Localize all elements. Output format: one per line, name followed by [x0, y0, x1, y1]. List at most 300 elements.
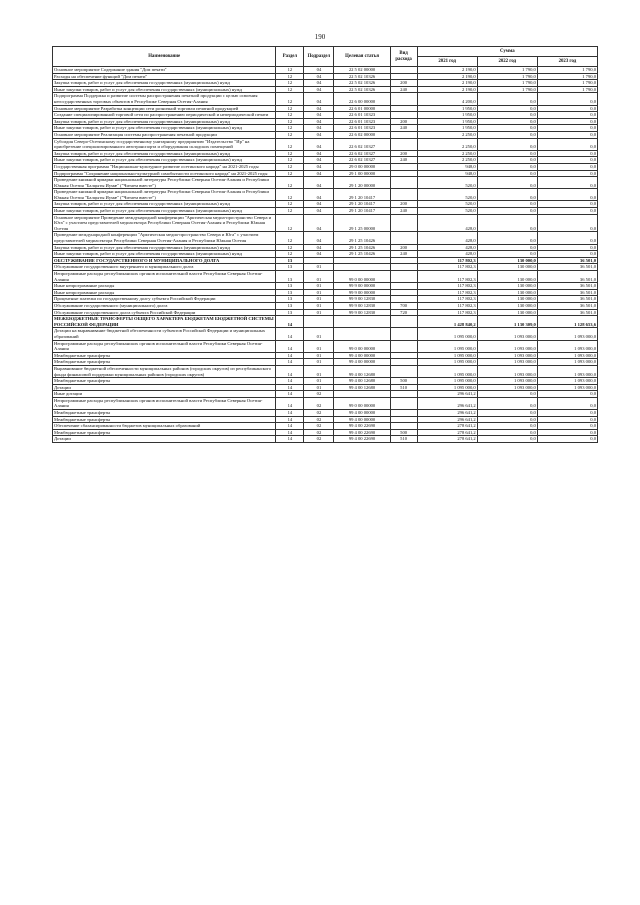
row-sum-2022: 0,0 — [477, 208, 537, 215]
row-sum-2023: 36 501,0 — [537, 302, 597, 309]
row-target-article: 99 4 00 00000 — [334, 359, 390, 366]
header-name: Наименование — [53, 47, 276, 67]
table-row — [53, 214, 598, 232]
row-razdel: 13 — [276, 264, 304, 271]
row-razdel: 12 — [276, 244, 304, 251]
row-sum-2023: 36 501,0 — [537, 271, 597, 283]
row-expense-type: 200 — [390, 150, 417, 157]
table-row — [53, 251, 598, 258]
row-sum-2021: 1 095 000,0 — [417, 384, 477, 391]
row-sum-2022: 1 093 000,0 — [477, 384, 537, 391]
row-name: Межбюджетные трансферты — [53, 352, 276, 359]
row-sum-2023: 36 501,0 — [537, 289, 597, 296]
row-sum-2022: 1 093 000,0 — [477, 365, 537, 377]
row-sum-2023: 1 093 000,0 — [537, 340, 597, 352]
row-razdel: 14 — [276, 423, 304, 430]
row-sum-2023: 1 093 000,0 — [537, 378, 597, 385]
row-expense-type — [390, 397, 417, 409]
row-name: Иные закупки товаров, работ и услуг для обеспечения государственных (муниципальных) нужд — [53, 208, 276, 215]
row-sum-2021: 117 802,3 — [417, 289, 477, 296]
row-sum-2021: 296 641,2 — [417, 391, 477, 398]
row-podrazdel — [304, 257, 334, 264]
row-target-article: 99 4 00 12680 — [334, 378, 390, 385]
row-target-article: 99 0 00 00000 — [334, 271, 390, 283]
row-podrazdel: 04 — [304, 105, 334, 112]
row-razdel: 14 — [276, 436, 304, 443]
table-row — [53, 125, 598, 132]
table-row — [53, 289, 598, 296]
table-row — [53, 283, 598, 290]
row-target-article: 22 5 02 10326 — [334, 73, 390, 80]
row-target-article: 99 0 00 00000 — [334, 397, 390, 409]
row-expense-type — [390, 67, 417, 74]
row-podrazdel: 01 — [304, 365, 334, 377]
row-podrazdel: 04 — [304, 112, 334, 119]
row-razdel: 12 — [276, 131, 304, 138]
row-sum-2022: 0,0 — [477, 150, 537, 157]
table-row — [53, 73, 598, 80]
row-sum-2023: 36 501,0 — [537, 264, 597, 271]
row-name: ОБСЛУЖИВАНИЕ ГОСУДАРСТВЕННОГО И МУНИЦИПАЛЬНОГО ДОЛГА — [53, 257, 276, 264]
row-sum-2022: 1 093 000,0 — [477, 378, 537, 385]
row-expense-type — [390, 257, 417, 264]
row-sum-2023: 0,0 — [537, 93, 597, 105]
table-row — [53, 391, 598, 398]
row-sum-2022: 0,0 — [477, 391, 537, 398]
row-razdel: 14 — [276, 340, 304, 352]
row-sum-2021: 4 200,0 — [417, 93, 477, 105]
row-podrazdel: 04 — [304, 131, 334, 138]
row-expense-type: 500 — [390, 378, 417, 385]
row-sum-2022: 0,0 — [477, 131, 537, 138]
row-expense-type — [390, 138, 417, 150]
row-expense-type — [390, 423, 417, 430]
row-target-article: 22 6 01 10323 — [334, 125, 390, 132]
row-name: Проведение книжной ярмарки национальной литературы Республики Северная Осетия-Алания и Республики Южная Осетия "Балцыты Иумæ" ("Читаем вместе") — [53, 177, 276, 189]
row-name: Межбюджетные трансферты — [53, 429, 276, 436]
row-sum-2023: 0,0 — [537, 410, 597, 417]
row-name: Основное мероприятие Разработка концепции сети розничной торговли печатной продукцией — [53, 105, 276, 112]
row-sum-2022: 130 000,0 — [477, 302, 537, 309]
row-podrazdel: 01 — [304, 289, 334, 296]
table-row — [53, 86, 598, 93]
row-sum-2021: 2 190,0 — [417, 86, 477, 93]
row-sum-2023: 0,0 — [537, 163, 597, 170]
row-sum-2021: 520,0 — [417, 189, 477, 201]
row-expense-type — [390, 340, 417, 352]
row-expense-type: 510 — [390, 436, 417, 443]
row-podrazdel: 01 — [304, 328, 334, 340]
row-razdel: 12 — [276, 150, 304, 157]
table-row — [53, 436, 598, 443]
table-row — [53, 244, 598, 251]
row-sum-2021: 278 641,2 — [417, 423, 477, 430]
row-sum-2023: 0,0 — [537, 232, 597, 244]
row-expense-type — [390, 264, 417, 271]
row-sum-2021: 1 095 000,0 — [417, 359, 477, 366]
row-target-article: 22 6 02 00000 — [334, 131, 390, 138]
row-sum-2022: 0,0 — [477, 157, 537, 164]
row-target-article: 99 4 00 12680 — [334, 365, 390, 377]
row-sum-2021: 520,0 — [417, 201, 477, 208]
table-row — [53, 163, 598, 170]
row-sum-2023: 0,0 — [537, 208, 597, 215]
table-row — [53, 264, 598, 271]
row-sum-2021: 117 802,3 — [417, 271, 477, 283]
row-target-article: 99 4 00 22690 — [334, 429, 390, 436]
row-razdel: 12 — [276, 105, 304, 112]
row-podrazdel: 02 — [304, 436, 334, 443]
row-sum-2022: 1 130 309,0 — [477, 316, 537, 328]
row-sum-2022: 0,0 — [477, 93, 537, 105]
row-podrazdel: 01 — [304, 340, 334, 352]
row-name: Иные закупки товаров, работ и услуг для обеспечения государственных (муниципальных) нужд — [53, 157, 276, 164]
table-row — [53, 378, 598, 385]
row-sum-2023: 1 790,0 — [537, 80, 597, 87]
row-sum-2022: 130 000,0 — [477, 289, 537, 296]
row-sum-2023: 0,0 — [537, 423, 597, 430]
row-sum-2021: 117 802,3 — [417, 302, 477, 309]
row-sum-2023: 36 501,0 — [537, 309, 597, 316]
row-sum-2023: 36 501,0 — [537, 257, 597, 264]
table-row — [53, 138, 598, 150]
row-sum-2023: 1 790,0 — [537, 86, 597, 93]
header-year-2022: 2022 год — [477, 57, 537, 67]
row-podrazdel: 01 — [304, 352, 334, 359]
row-expense-type: 240 — [390, 251, 417, 258]
row-sum-2023: 0,0 — [537, 105, 597, 112]
row-sum-2021: 2 250,0 — [417, 150, 477, 157]
row-sum-2021: 948,0 — [417, 163, 477, 170]
row-sum-2022: 130 000,0 — [477, 264, 537, 271]
row-name: МЕЖБЮДЖЕТНЫЕ ТРАНСФЕРТЫ ОБЩЕГО ХАРАКТЕРА БЮДЖЕТАМ БЮДЖЕТНОЙ СИСТЕМЫ РОССИЙСКОЙ ФЕДЕРАЦИИ — [53, 316, 276, 328]
row-sum-2022: 1 093 000,0 — [477, 352, 537, 359]
row-name: Иные непрограммные расходы — [53, 283, 276, 290]
table-row — [53, 429, 598, 436]
row-target-article: 99 4 00 12680 — [334, 384, 390, 391]
row-sum-2023: 1 093 000,0 — [537, 352, 597, 359]
table-row — [53, 352, 598, 359]
row-sum-2023: 1 093 000,0 — [537, 384, 597, 391]
row-sum-2022: 0,0 — [477, 397, 537, 409]
row-name: Обслуживание государственного (муниципального) долга — [53, 302, 276, 309]
table-row — [53, 302, 598, 309]
header-target-article: Целевая статья — [334, 47, 390, 67]
row-sum-2021: 296 641,2 — [417, 410, 477, 417]
row-razdel: 13 — [276, 309, 304, 316]
row-razdel: 12 — [276, 214, 304, 232]
row-sum-2021: 428,0 — [417, 214, 477, 232]
row-razdel: 12 — [276, 112, 304, 119]
row-expense-type — [390, 410, 417, 417]
row-expense-type — [390, 328, 417, 340]
row-razdel: 13 — [276, 296, 304, 303]
row-target-article: 29 0 00 00000 — [334, 163, 390, 170]
row-expense-type — [390, 416, 417, 423]
row-target-article: 29 1 20 00000 — [334, 177, 390, 189]
row-expense-type — [390, 359, 417, 366]
row-name: Непрограммные расходы республиканских органов исполнительной власти Республики Северная Осетия-Алания — [53, 340, 276, 352]
row-sum-2021: 296 641,2 — [417, 416, 477, 423]
table-row — [53, 93, 598, 105]
row-expense-type: 240 — [390, 125, 417, 132]
row-sum-2022: 1 790,0 — [477, 80, 537, 87]
row-podrazdel: 01 — [304, 378, 334, 385]
row-sum-2021: 296 641,2 — [417, 397, 477, 409]
row-podrazdel: 02 — [304, 391, 334, 398]
row-podrazdel: 01 — [304, 359, 334, 366]
row-target-article: 22 6 02 10327 — [334, 157, 390, 164]
row-podrazdel: 04 — [304, 214, 334, 232]
row-target-article: 29 1 25 10426 — [334, 232, 390, 244]
row-podrazdel: 01 — [304, 283, 334, 290]
row-sum-2021: 2 190,0 — [417, 80, 477, 87]
row-sum-2023: 0,0 — [537, 170, 597, 177]
row-razdel: 12 — [276, 201, 304, 208]
row-sum-2022: 0,0 — [477, 163, 537, 170]
row-razdel: 12 — [276, 73, 304, 80]
row-expense-type — [390, 232, 417, 244]
row-razdel: 14 — [276, 328, 304, 340]
row-podrazdel: 01 — [304, 309, 334, 316]
row-target-article — [334, 391, 390, 398]
table-row — [53, 328, 598, 340]
row-sum-2022: 0,0 — [477, 201, 537, 208]
header-year-2021: 2021 год — [417, 57, 477, 67]
row-sum-2022: 0,0 — [477, 244, 537, 251]
row-razdel: 14 — [276, 359, 304, 366]
table-row — [53, 189, 598, 201]
row-podrazdel: 01 — [304, 384, 334, 391]
table-row — [53, 201, 598, 208]
row-razdel: 12 — [276, 232, 304, 244]
table-row — [53, 118, 598, 125]
row-sum-2023: 0,0 — [537, 125, 597, 132]
table-row — [53, 232, 598, 244]
row-razdel: 13 — [276, 302, 304, 309]
row-sum-2023: 0,0 — [537, 251, 597, 258]
row-sum-2021: 2 250,0 — [417, 157, 477, 164]
row-podrazdel: 04 — [304, 157, 334, 164]
row-name: Закупка товаров, работ и услуг для обеспечения государственных (муниципальных) нужд — [53, 150, 276, 157]
row-sum-2022: 0,0 — [477, 118, 537, 125]
row-podrazdel: 04 — [304, 80, 334, 87]
row-expense-type — [390, 391, 417, 398]
row-razdel: 14 — [276, 365, 304, 377]
row-sum-2021: 2 250,0 — [417, 138, 477, 150]
row-razdel: 13 — [276, 283, 304, 290]
row-sum-2023: 36 501,0 — [537, 296, 597, 303]
row-podrazdel: 04 — [304, 86, 334, 93]
row-podrazdel: 04 — [304, 177, 334, 189]
row-sum-2023: 1 093 000,0 — [537, 365, 597, 377]
row-sum-2023: 0,0 — [537, 436, 597, 443]
row-podrazdel: 04 — [304, 251, 334, 258]
table-row — [53, 340, 598, 352]
row-name: Иные закупки товаров, работ и услуг для обеспечения государственных (муниципальных) нужд — [53, 251, 276, 258]
row-sum-2022: 0,0 — [477, 429, 537, 436]
row-razdel: 12 — [276, 118, 304, 125]
row-sum-2023: 0,0 — [537, 214, 597, 232]
row-target-article — [334, 328, 390, 340]
page-number: 190 — [314, 33, 326, 41]
row-name: Межбюджетные трансферты — [53, 416, 276, 423]
row-sum-2022: 0,0 — [477, 214, 537, 232]
row-podrazdel: 04 — [304, 67, 334, 74]
row-name: Дотации — [53, 384, 276, 391]
row-name: Закупка товаров, работ и услуг для обеспечения государственных (муниципальных) нужд — [53, 201, 276, 208]
row-sum-2021: 1 950,0 — [417, 125, 477, 132]
row-sum-2021: 2 190,0 — [417, 73, 477, 80]
row-sum-2022: 0,0 — [477, 138, 537, 150]
row-target-article: 22 6 02 10327 — [334, 150, 390, 157]
row-sum-2021: 278 641,2 — [417, 436, 477, 443]
row-target-article: 99 4 00 22690 — [334, 423, 390, 430]
row-podrazdel: 04 — [304, 73, 334, 80]
table-row — [53, 67, 598, 74]
row-podrazdel: 04 — [304, 232, 334, 244]
row-sum-2023: 0,0 — [537, 391, 597, 398]
row-podrazdel: 04 — [304, 170, 334, 177]
row-sum-2021: 1 950,0 — [417, 112, 477, 119]
row-sum-2021: 1 095 000,0 — [417, 328, 477, 340]
row-target-article: 29 1 20 10417 — [334, 201, 390, 208]
row-sum-2023: 0,0 — [537, 416, 597, 423]
table-row — [53, 296, 598, 303]
row-sum-2021: 520,0 — [417, 208, 477, 215]
row-expense-type — [390, 316, 417, 328]
row-sum-2022: 0,0 — [477, 416, 537, 423]
table-row — [53, 309, 598, 316]
row-name: Закупка товаров, работ и услуг для обеспечения государственных (муниципальных) нужд — [53, 80, 276, 87]
row-podrazdel: 01 — [304, 271, 334, 283]
row-podrazdel: 04 — [304, 93, 334, 105]
row-razdel: 12 — [276, 208, 304, 215]
row-podrazdel: 02 — [304, 416, 334, 423]
row-name: Иные закупки товаров, работ и услуг для обеспечения государственных (муниципальных) нужд — [53, 125, 276, 132]
row-name: Проведение книжной ярмарки национальной литературы Республики Северная Осетия-Алания и Республики Южная Осетия "Балцыты Иумæ" ("Читаем вместе") — [53, 189, 276, 201]
row-expense-type: 510 — [390, 384, 417, 391]
row-name: Основное мероприятие Содержание здания "Дом печати" — [53, 67, 276, 74]
row-podrazdel: 02 — [304, 429, 334, 436]
row-target-article: 29 1 25 10426 — [334, 251, 390, 258]
row-sum-2022: 1 093 000,0 — [477, 359, 537, 366]
row-name: Основное мероприятие Реализация системы распространения печатной продукции — [53, 131, 276, 138]
row-expense-type — [390, 365, 417, 377]
row-target-article: 99 9 00 12830 — [334, 296, 390, 303]
row-podrazdel: 02 — [304, 410, 334, 417]
table-row — [53, 316, 598, 328]
table-row — [53, 177, 598, 189]
row-expense-type — [390, 170, 417, 177]
row-expense-type: 720 — [390, 309, 417, 316]
row-razdel: 14 — [276, 391, 304, 398]
row-sum-2023: 1 093 000,0 — [537, 328, 597, 340]
row-target-article: 29 1 00 00000 — [334, 170, 390, 177]
row-podrazdel: 04 — [304, 118, 334, 125]
row-expense-type — [390, 289, 417, 296]
row-name: Выравнивание бюджетной обеспеченности муниципальных районов (городских округов) из республиканского фонда финансовой поддержки муниципальных районов (городских округов) — [53, 365, 276, 377]
row-target-article — [334, 257, 390, 264]
row-razdel: 12 — [276, 86, 304, 93]
row-sum-2021: 117 802,3 — [417, 264, 477, 271]
row-sum-2022: 0,0 — [477, 189, 537, 201]
row-name: Процентные платежи по государственному долгу субъекта Российской Федерации — [53, 296, 276, 303]
row-sum-2023: 0,0 — [537, 131, 597, 138]
row-sum-2023: 0,0 — [537, 201, 597, 208]
row-sum-2022: 0,0 — [477, 423, 537, 430]
row-razdel: 12 — [276, 125, 304, 132]
row-podrazdel: 04 — [304, 163, 334, 170]
row-razdel: 12 — [276, 138, 304, 150]
row-sum-2021: 1 428 840,2 — [417, 316, 477, 328]
row-target-article — [334, 264, 390, 271]
row-expense-type: 200 — [390, 118, 417, 125]
row-sum-2021: 1 095 000,0 — [417, 352, 477, 359]
table-row — [53, 105, 598, 112]
table-row — [53, 170, 598, 177]
row-sum-2021: 117 802,3 — [417, 296, 477, 303]
row-sum-2022: 0,0 — [477, 112, 537, 119]
row-sum-2022: 130 000,0 — [477, 271, 537, 283]
row-expense-type — [390, 283, 417, 290]
row-sum-2022: 1 093 000,0 — [477, 328, 537, 340]
table-body — [53, 67, 598, 443]
row-target-article: 99 0 00 00000 — [334, 340, 390, 352]
table-header — [53, 47, 598, 67]
row-razdel: 12 — [276, 67, 304, 74]
row-expense-type: 500 — [390, 429, 417, 436]
row-razdel: 12 — [276, 163, 304, 170]
table-row — [53, 359, 598, 366]
row-expense-type — [390, 189, 417, 201]
row-sum-2021: 2 250,0 — [417, 131, 477, 138]
row-name: Дотации на выравнивание бюджетной обеспеченности субъектов Российской Федерации и муниципальных образований — [53, 328, 276, 340]
row-name: Субсидия Северо-Осетинскому государственному унитарному предприятию "Издательство "Ир" на приобретение специализированного автотранспорта и оборудования складских помещений — [53, 138, 276, 150]
row-name: Непрограммные расходы республиканских органов исполнительной власти Республики Северная Осетия-Алания — [53, 397, 276, 409]
row-name: Обслуживание государственного внутреннего и муниципального долга — [53, 264, 276, 271]
row-sum-2022: 0,0 — [477, 177, 537, 189]
row-razdel: 13 — [276, 289, 304, 296]
row-podrazdel: 02 — [304, 397, 334, 409]
row-sum-2023: 1 790,0 — [537, 73, 597, 80]
row-sum-2023: 0,0 — [537, 244, 597, 251]
row-target-article: 22 6 01 00000 — [334, 105, 390, 112]
row-name: Иные непрограммные расходы — [53, 289, 276, 296]
row-target-article: 22 6 01 10323 — [334, 112, 390, 119]
table-row — [53, 410, 598, 417]
row-sum-2021: 2 190,0 — [417, 67, 477, 74]
row-sum-2023: 0,0 — [537, 138, 597, 150]
row-razdel: 14 — [276, 384, 304, 391]
table-row — [53, 112, 598, 119]
table-row — [53, 365, 598, 377]
table-row — [53, 423, 598, 430]
row-podrazdel: 04 — [304, 150, 334, 157]
row-podrazdel: 04 — [304, 138, 334, 150]
row-sum-2022: 0,0 — [477, 125, 537, 132]
row-sum-2022: 0,0 — [477, 410, 537, 417]
row-expense-type — [390, 352, 417, 359]
row-target-article: 22 5 02 10326 — [334, 86, 390, 93]
row-name: Подпрограмма Поддержка и развитие системы распространения печатной продукции с целью освоения негосударственных торговых объектов в Республике Северная Осетия-Алания — [53, 93, 276, 105]
row-name: Межбюджетные трансферты — [53, 359, 276, 366]
row-sum-2022: 0,0 — [477, 251, 537, 258]
row-target-article: 99 9 00 12830 — [334, 309, 390, 316]
row-name: Закупка товаров, работ и услуг для обеспечения государственных (муниципальных) нужд — [53, 244, 276, 251]
row-target-article: 22 6 00 00000 — [334, 93, 390, 105]
row-razdel: 12 — [276, 189, 304, 201]
